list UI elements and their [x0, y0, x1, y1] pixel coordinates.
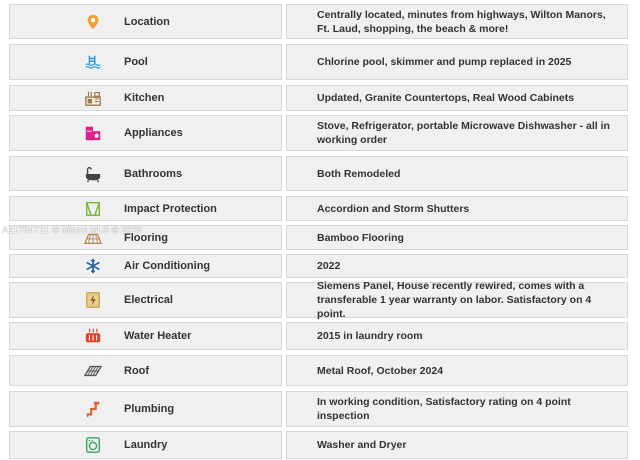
- feature-label-cell: [9, 85, 282, 111]
- feature-row-electrical: [0, 282, 640, 318]
- feature-label: Roof: [124, 364, 150, 377]
- feature-value-cell: [286, 156, 628, 191]
- feature-label-cell: [9, 44, 282, 80]
- feature-label: Kitchen: [124, 92, 165, 104]
- feature-value: Washer and Dryer: [317, 439, 407, 451]
- feature-label: Appliances: [124, 127, 183, 139]
- feature-value: Siemens Panel, House recently rewired, comes with a transferable 1 year warranty on labor. Satisfactory on 4 point.: [317, 280, 592, 320]
- plumbing-icon: [83, 399, 103, 419]
- feature-row-water-heater: [0, 322, 640, 350]
- feature-label-cell: [9, 322, 282, 350]
- feature-row-location: [0, 4, 640, 39]
- feature-label: Laundry: [124, 439, 168, 451]
- feature-label: Bathrooms: [124, 167, 183, 180]
- feature-label: Impact Protection: [124, 202, 217, 215]
- feature-label-cell: [9, 156, 282, 191]
- feature-value-cell: [286, 4, 628, 39]
- feature-row-appliances: [0, 115, 640, 151]
- kitchen-icon: [83, 88, 103, 108]
- feature-value-cell: [286, 225, 628, 250]
- feature-label: Electrical: [124, 294, 173, 306]
- feature-label: Plumbing: [124, 403, 175, 415]
- feature-value: Stove, Refrigerator, portable Microwave Dishwasher - all in working order: [317, 120, 610, 146]
- feature-value-cell: [286, 196, 628, 221]
- feature-value-cell: [286, 391, 628, 427]
- feature-row-pool: [0, 44, 640, 80]
- feature-row-roof: [0, 355, 640, 386]
- feature-value: Updated, Granite Countertops, Real Wood Cabinets: [317, 92, 575, 104]
- feature-label-cell: [9, 196, 282, 221]
- feature-label-cell: [9, 355, 282, 386]
- mls-watermark: A11794711 © Miami MLS © 2025: [2, 225, 143, 236]
- feature-label: Water Heater: [124, 330, 192, 342]
- feature-value: Metal Roof, October 2024: [317, 364, 444, 377]
- feature-value: 2022: [317, 260, 341, 272]
- water-heater-icon: [83, 326, 103, 346]
- feature-label: Flooring: [124, 231, 168, 244]
- feature-value: Centrally located, minutes from highways, Wilton Manors, Ft. Laud, shopping, the beach & more!: [317, 8, 606, 35]
- washing-machine-icon: [83, 435, 103, 455]
- feature-label-cell: [9, 431, 282, 459]
- feature-value-cell: [286, 322, 628, 350]
- feature-value: Chlorine pool, skimmer and pump replaced in 2025: [317, 56, 572, 68]
- roof-icon: [83, 361, 103, 381]
- feature-value-cell: [286, 282, 628, 318]
- bathtub-icon: [83, 164, 103, 184]
- feature-value-cell: [286, 115, 628, 151]
- feature-label-cell: [9, 282, 282, 318]
- feature-row-laundry: [0, 431, 640, 459]
- feature-value-cell: [286, 431, 628, 459]
- feature-value-cell: [286, 85, 628, 111]
- feature-value: In working condition, Satisfactory rating on 4 point inspection: [317, 396, 571, 422]
- feature-value-cell: [286, 44, 628, 80]
- feature-value: Bamboo Flooring: [317, 231, 404, 244]
- snowflake-icon: [83, 256, 103, 276]
- feature-label: Pool: [124, 56, 148, 68]
- feature-row-bathrooms: [0, 156, 640, 191]
- window-shutter-icon: [83, 199, 103, 219]
- feature-row-kitchen: [0, 85, 640, 111]
- appliances-icon: [83, 123, 103, 143]
- feature-label-cell: [9, 115, 282, 151]
- feature-row-plumbing: [0, 391, 640, 427]
- feature-value: Accordion and Storm Shutters: [317, 202, 470, 215]
- feature-label-cell: [9, 254, 282, 278]
- pool-icon: [83, 52, 103, 72]
- feature-value-cell: [286, 254, 628, 278]
- location-pin-icon: [83, 12, 103, 32]
- feature-row-air-conditioning: [0, 254, 640, 278]
- feature-label: Location: [124, 15, 170, 28]
- feature-value: Both Remodeled: [317, 167, 401, 180]
- feature-label-cell: [9, 4, 282, 39]
- feature-row-impact-protection: [0, 196, 640, 221]
- feature-value-cell: [286, 355, 628, 386]
- feature-label-cell: [9, 391, 282, 427]
- feature-value: 2015 in laundry room: [317, 330, 423, 342]
- feature-label: Air Conditioning: [124, 260, 211, 272]
- electrical-panel-icon: [83, 290, 103, 310]
